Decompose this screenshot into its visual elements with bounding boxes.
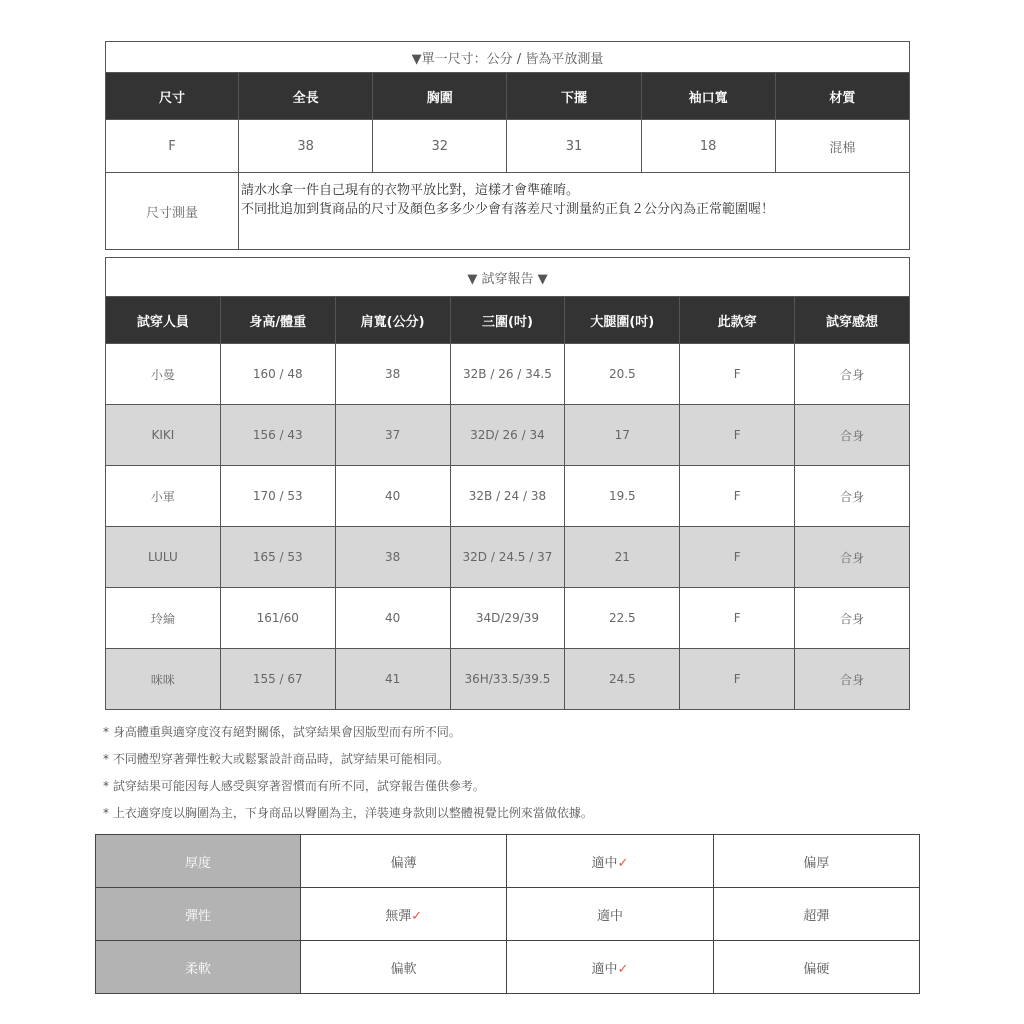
table-row (106, 466, 910, 527)
table-row (106, 527, 910, 588)
trial-header-thigh: 大腿圍(吋) (565, 297, 680, 344)
size-header-chest: 胸圍 (373, 73, 507, 120)
trial-header-size-worn: 此款穿 (680, 297, 795, 344)
table-cell: 20.5 (565, 344, 680, 405)
trial-report-table (105, 257, 910, 710)
table-cell: 合身 (795, 588, 910, 649)
table-cell: KIKI (106, 405, 221, 466)
note-item: * 試穿結果可能因每人感受與穿著習慣而有所不同，試穿報告僅供參考。 (103, 779, 485, 793)
fabric-option: 偏厚 (713, 835, 919, 888)
fabric-option: 適中 (507, 888, 713, 941)
table-cell: 161/60 (220, 588, 335, 649)
table-cell: F (680, 649, 795, 710)
table-row (106, 588, 910, 649)
table-cell: 40 (335, 588, 450, 649)
table-cell: 41 (335, 649, 450, 710)
fabric-row-softness (96, 941, 920, 994)
table-cell: 36H/33.5/39.5 (450, 649, 565, 710)
table-cell: 合身 (795, 405, 910, 466)
note-item: * 上衣適穿度以胸圍為主，下身商品以臀圍為主，洋裝連身款則以整體視覺比例來當做依據。 (103, 806, 593, 820)
table-row (106, 405, 910, 466)
trial-header-feedback: 試穿感想 (795, 297, 910, 344)
table-row (106, 649, 910, 710)
fabric-option: 無彈✓ (301, 888, 507, 941)
size-value-hem: 31 (507, 120, 641, 173)
table-cell: 17 (565, 405, 680, 466)
table-cell: 24.5 (565, 649, 680, 710)
fabric-row-thickness (96, 835, 920, 888)
size-value-material: 混棉 (775, 120, 909, 173)
note-item: * 不同體型穿著彈性較大或鬆緊設計商品時，試穿結果可能相同。 (103, 752, 449, 766)
size-header-size: 尺寸 (106, 73, 239, 120)
table-cell: 165 / 53 (220, 527, 335, 588)
table-cell: F (680, 588, 795, 649)
fabric-label-thickness: 厚度 (96, 835, 301, 888)
note-item: * 身高體重與適穿度沒有絕對關係，試穿結果會因版型而有所不同。 (103, 725, 461, 739)
trial-notes-list (103, 722, 593, 830)
table-cell: 37 (335, 405, 450, 466)
fabric-option: 適中✓ (507, 941, 713, 994)
fabric-label-elasticity: 彈性 (96, 888, 301, 941)
trial-table-caption: ▼ 試穿報告 ▼ (106, 258, 910, 297)
fabric-option: 偏硬 (713, 941, 919, 994)
table-cell: 32D/ 26 / 34 (450, 405, 565, 466)
fabric-label-softness: 柔軟 (96, 941, 301, 994)
table-cell: 玲綸 (106, 588, 221, 649)
fabric-row-elasticity (96, 888, 920, 941)
size-value-length: 38 (239, 120, 373, 173)
table-cell: 19.5 (565, 466, 680, 527)
fabric-option: 偏軟 (301, 941, 507, 994)
trial-header-person: 試穿人員 (106, 297, 221, 344)
table-cell: LULU (106, 527, 221, 588)
table-cell: 32B / 26 / 34.5 (450, 344, 565, 405)
table-cell: F (680, 527, 795, 588)
table-cell: F (680, 466, 795, 527)
table-cell: 合身 (795, 527, 910, 588)
table-cell: 32D / 24.5 / 37 (450, 527, 565, 588)
fabric-table (95, 834, 920, 994)
size-note-text (239, 173, 910, 250)
table-cell: 156 / 43 (220, 405, 335, 466)
table-cell: 合身 (795, 344, 910, 405)
table-cell: 170 / 53 (220, 466, 335, 527)
table-cell: 22.5 (565, 588, 680, 649)
table-cell: 小曼 (106, 344, 221, 405)
size-value-cuff: 18 (641, 120, 775, 173)
size-header-material: 材質 (775, 73, 909, 120)
table-cell: 32B / 24 / 38 (450, 466, 565, 527)
check-mark-icon: ✓ (617, 961, 629, 977)
table-cell: F (680, 405, 795, 466)
size-table-caption: ▼單一尺寸：公分 / 皆為平放測量 (106, 42, 910, 73)
size-value-size: F (106, 120, 239, 173)
trial-header-shoulder: 肩寬(公分) (335, 297, 450, 344)
table-row (106, 344, 910, 405)
fabric-option: 適中✓ (507, 835, 713, 888)
table-cell: 咪咪 (106, 649, 221, 710)
table-cell: 38 (335, 344, 450, 405)
table-cell: 小軍 (106, 466, 221, 527)
table-cell: 34D/29/39 (450, 588, 565, 649)
table-cell: 155 / 67 (220, 649, 335, 710)
fabric-option: 偏薄 (301, 835, 507, 888)
size-header-length: 全長 (239, 73, 373, 120)
table-cell: 合身 (795, 649, 910, 710)
size-note-label: 尺寸測量 (106, 173, 239, 250)
size-header-cuff: 袖口寬 (641, 73, 775, 120)
trial-header-height-weight: 身高/體重 (220, 297, 335, 344)
table-cell: 40 (335, 466, 450, 527)
fabric-option: 超彈 (713, 888, 919, 941)
check-mark-icon: ✓ (411, 908, 423, 924)
table-cell: 21 (565, 527, 680, 588)
trial-header-measurements: 三圍(吋) (450, 297, 565, 344)
table-cell: F (680, 344, 795, 405)
size-header-hem: 下擺 (507, 73, 641, 120)
size-note-line: 請水水拿一件自己現有的衣物平放比對，這樣才會準確唷。 (241, 183, 580, 198)
table-cell: 160 / 48 (220, 344, 335, 405)
check-mark-icon: ✓ (617, 855, 629, 871)
size-table (105, 41, 910, 250)
table-cell: 38 (335, 527, 450, 588)
table-cell: 合身 (795, 466, 910, 527)
size-value-chest: 32 (373, 120, 507, 173)
size-note-line: 不同批追加到貨商品的尺寸及顏色多多少少會有落差尺寸測量約正負２公分內為正常範圍喔！ (241, 202, 775, 217)
